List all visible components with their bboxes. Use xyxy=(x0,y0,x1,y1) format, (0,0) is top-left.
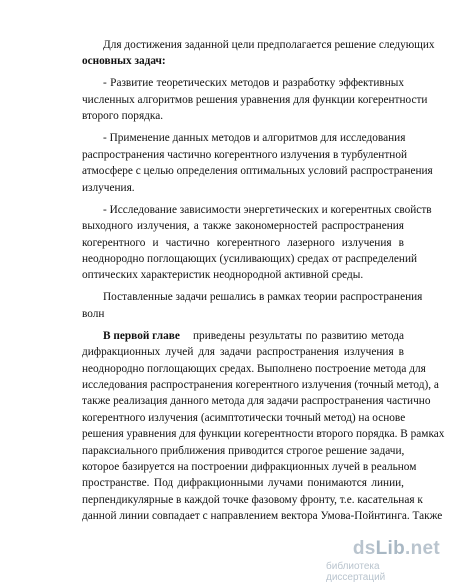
text-line: волн xyxy=(82,308,105,320)
text-line: распространения частично когерентного излучения в турбулентной xyxy=(82,149,408,161)
text-line: когерентного и частично когерентного лазерного излучения в xyxy=(82,237,404,249)
text-line: численных алгоритмов решения уравнения для функции когерентности xyxy=(82,94,428,106)
text-line: Для достижения заданной цели предполагается решение следующих xyxy=(103,39,435,51)
text-line: исследования распространения когерентного излучения (точный метод), а xyxy=(82,379,439,391)
logo-part-lib: Lib xyxy=(375,538,406,559)
text-line: дифракционных лучей для задачи распространения излучения в xyxy=(82,346,404,358)
chapter-lead: В первой главе xyxy=(103,330,180,342)
text-line: приведены результаты по развитию метода xyxy=(193,330,404,342)
text-line: выходного излучения, а также закономерностей распространения xyxy=(82,220,404,232)
text-line: когерентного излучения (асимптотически точный метод) на основе xyxy=(82,412,406,424)
text-line: неоднородно поглощающих (усиливающих) средах от распределений xyxy=(82,253,418,265)
text-line: оптических характеристик неоднородной активной среды. xyxy=(82,269,364,281)
text-line: атмосфере с целью определения оптимальных условий распространения xyxy=(82,165,433,177)
text-line: данной линии совпадает с направлением вектора Умова-Пойнтинга. Также xyxy=(82,510,443,522)
text-line: - Применение данных методов и алгоритмов для исследования xyxy=(103,132,406,144)
dslib-logo xyxy=(353,538,440,560)
text-line: пространстве. Под дифракционными лучами понимаются линии, xyxy=(82,477,404,489)
text-line: перпендикулярные в каждой точке фазовому фронту, т.е. касательная к xyxy=(82,494,423,506)
text-line: излучения. xyxy=(82,182,135,194)
text-line: параксиального приближения приводится строгое решение задачи, xyxy=(82,445,405,457)
text-line: неоднородно поглощающих средах. Выполнено построение метода для xyxy=(82,363,426,375)
dslib-watermark xyxy=(326,538,446,583)
text-line: также реализация данного метода для задачи распространения частично xyxy=(82,395,431,407)
text-line: Поставленные задачи решались в рамках теории распространения xyxy=(103,291,423,303)
text-line-heading: основных задач: xyxy=(82,55,166,67)
text-line: решения уравнения для функции когерентности второго порядка. В рамках xyxy=(82,428,445,440)
watermark-subtitle: библиотека диссертаций xyxy=(326,561,386,583)
logo-part-net: .net xyxy=(405,538,440,559)
text-line: - Развитие теоретических методов и разработку эффективных xyxy=(103,77,404,89)
text-line: - Исследование зависимости энергетических и когерентных свойств xyxy=(103,204,432,216)
text-line: второго порядка. xyxy=(82,110,164,122)
logo-part-ds: ds xyxy=(352,538,376,559)
text-line: которое базируется на построении дифракционных лучей в реальном xyxy=(82,461,417,473)
